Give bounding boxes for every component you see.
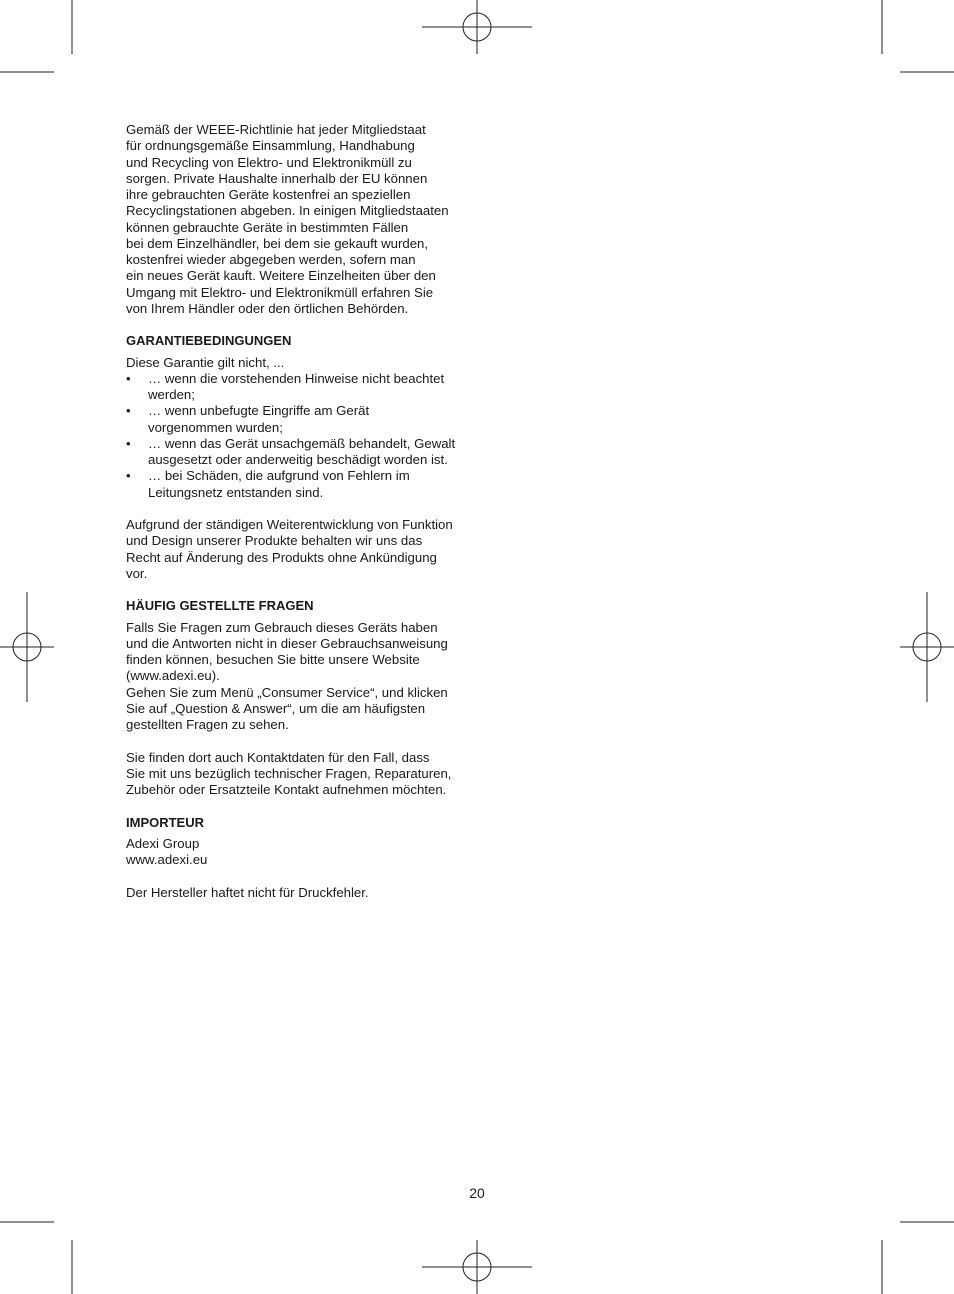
registration-mark-right (900, 592, 954, 702)
development-note: Aufgrund der ständigen Weiterentwicklung von Funktion und Design unserer Produkte behalten wir uns das Recht auf Änderung des Produkts ohne Ankündigung vor. (126, 517, 453, 581)
faq-heading: HÄUFIG GESTELLTE FRAGEN (126, 598, 314, 614)
bullet-icon: • (126, 435, 131, 451)
warranty-exclusions-list (126, 371, 471, 501)
list-item: • … wenn das Gerät unsachgemäß behandelt, Gewalt ausgesetzt oder anderweitig beschädigt worden ist. (126, 435, 456, 467)
list-item: • … bei Schäden, die aufgrund von Fehlern im Leitungsnetz entstanden sind. (126, 468, 410, 500)
importer-heading: IMPORTEUR (126, 814, 204, 830)
registration-mark-top (422, 0, 532, 54)
page-number: 20 (469, 1185, 485, 1201)
registration-mark-left (0, 592, 54, 702)
warranty-heading: GARANTIEBEDINGUNGEN (126, 333, 292, 349)
importer-website: www.adexi.eu (126, 852, 208, 867)
bullet-icon: • (126, 370, 131, 386)
bullet-icon: • (126, 468, 131, 484)
page-content (126, 122, 471, 901)
list-item: • … wenn die vorstehenden Hinweise nicht beachtet werden; (126, 370, 445, 402)
printing-disclaimer: Der Hersteller haftet nicht für Druckfehler. (126, 884, 369, 900)
list-item: • … wenn unbefugte Eingriffe am Gerät vorgenommen wurden; (126, 403, 370, 435)
faq-paragraph: Falls Sie Fragen zum Gebrauch dieses Geräts haben und die Antworten nicht in dieser Gebrauchsanweisung finden können, besuchen Sie bitte unsere Website (www.adexi.eu). Gehen Sie zum Menü „Consumer Service“, und klicken Sie auf „Question & Answer“, um die am häufigsten gestellten Fragen zu sehen. (126, 619, 448, 732)
importer-company: Adexi Group (126, 835, 200, 851)
weee-paragraph: Gemäß der WEEE-Richtlinie hat jeder Mitgliedstaat für ordnungsgemäße Einsammlung, Handhabung und Recycling von Elektro- und Elektronikmüll zu sorgen. Private Haushalte innerhalb der EU können ihre gebrauchten Geräte kostenfrei an speziellen Recyclingstationen abgeben. In einigen Mitgliedstaaten können gebrauchte Geräte in bestimmten Fällen bei dem Einzelhändler, bei dem sie gekauft wurden, kostenfrei wieder abgegeben werden, sofern man ein neues Gerät kauft. Weitere Einzelheiten über den Umgang mit Elektro- und Elektronikmüll erfahren Sie von Ihrem Händler oder den örtlichen Behörden. (126, 122, 449, 316)
faq-contact-paragraph: Sie finden dort auch Kontaktdaten für den Fall, dass Sie mit uns bezüglich technischer Fragen, Reparaturen, Zubehör oder Ersatzteile Kontakt aufnehmen möchten. (126, 749, 452, 797)
bullet-icon: • (126, 403, 131, 419)
warranty-intro: Diese Garantie gilt nicht, ... (126, 354, 285, 370)
registration-mark-bottom (422, 1240, 532, 1294)
